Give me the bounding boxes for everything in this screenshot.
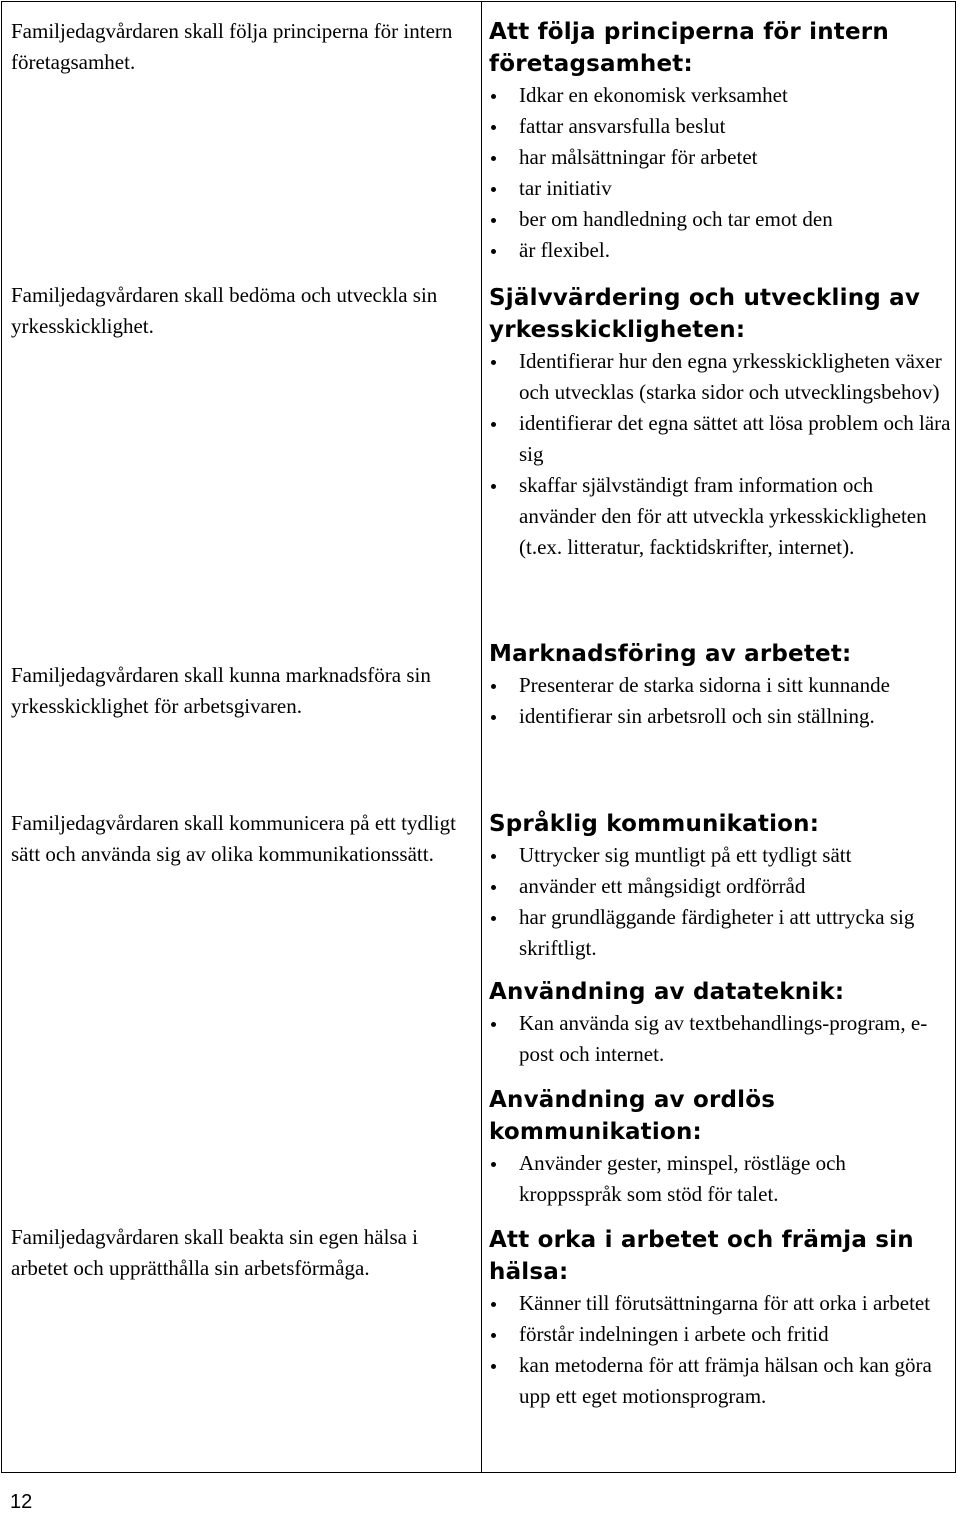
list-item: Använder gester, minspel, röstläge och kroppsspråk som stöd för talet. — [489, 1148, 951, 1210]
list-item: tar initiativ — [489, 173, 951, 204]
list-item: Identifierar hur den egna yrkesskickligheten växer och utvecklas (starka sidor och utvecklingsbehov) — [489, 346, 951, 408]
bullet-list — [489, 346, 951, 563]
section-sjalvvardering — [489, 282, 951, 563]
section-orka-i-arbetet — [489, 1224, 951, 1412]
list-item: Uttrycker sig muntligt på ett tydligt sätt — [489, 840, 951, 871]
list-item: skaffar självständigt fram information och använder den för att utveckla yrkesskickligheten (t.ex. litteratur, facktidskrifter, internet). — [489, 470, 951, 563]
list-item: förstår indelningen i arbete och fritid — [489, 1319, 951, 1350]
bullet-list — [489, 80, 951, 266]
left-text-4: Familjedagvårdaren skall kommunicera på ett tydligt sätt och använda sig av olika kommunikationssätt. — [11, 811, 456, 866]
list-item: Kan använda sig av textbehandlings-program, e-post och internet. — [489, 1008, 951, 1070]
list-item: har grundläggande färdigheter i att uttrycka sig skriftligt. — [489, 902, 951, 964]
list-item: identifierar sin arbetsroll och sin ställning. — [489, 701, 951, 732]
section-heading: Användning av ordlös kommunikation: — [489, 1087, 776, 1145]
bullet-list — [489, 1148, 951, 1210]
list-item: ber om handledning och tar emot den — [489, 204, 951, 235]
section-heading: Marknadsföring av arbetet: — [489, 641, 852, 667]
section-ordlos-kommunikation — [489, 1084, 951, 1210]
bullet-list — [489, 1008, 951, 1070]
list-item: har målsättningar för arbetet — [489, 142, 951, 173]
page-number: 12 — [10, 1491, 33, 1513]
section-datateknik — [489, 976, 951, 1070]
left-text-2: Familjedagvårdaren skall bedöma och utveckla sin yrkesskicklighet. — [11, 283, 438, 338]
list-item: kan metoderna för att främja hälsan och kan göra upp ett eget motionsprogram. — [489, 1350, 951, 1412]
bullet-list — [489, 1288, 951, 1412]
left-text-5: Familjedagvårdaren skall beakta sin egen hälsa i arbetet och upprätthålla sin arbetsförmåga. — [11, 1225, 419, 1280]
list-item: är flexibel. — [489, 235, 951, 266]
section-spraklig-kommunikation — [489, 808, 951, 964]
list-item: identifierar det egna sättet att lösa problem och lära sig — [489, 408, 951, 470]
section-heading: Att följa principerna för intern företagsamhet: — [489, 19, 889, 77]
section-intern-foretagsamhet — [489, 16, 951, 266]
section-marknadsforing — [489, 638, 951, 732]
list-item: fattar ansvarsfulla beslut — [489, 111, 951, 142]
list-item: Presenterar de starka sidorna i sitt kunnande — [489, 670, 951, 701]
section-heading: Självvärdering och utveckling av yrkesskickligheten: — [489, 285, 921, 343]
section-heading: Språklig kommunikation: — [489, 811, 820, 837]
left-text-1: Familjedagvårdaren skall följa principerna för intern företagsamhet. — [11, 19, 453, 74]
left-text-3: Familjedagvårdaren skall kunna marknadsföra sin yrkesskicklighet för arbetsgivaren. — [11, 663, 431, 718]
section-heading: Användning av datateknik: — [489, 979, 845, 1005]
bullet-list — [489, 840, 951, 964]
content-table — [1, 1, 956, 1473]
list-item: Känner till förutsättningarna för att orka i arbetet — [489, 1288, 951, 1319]
column-divider — [481, 2, 482, 1472]
bullet-list — [489, 670, 951, 732]
list-item: använder ett mångsidigt ordförråd — [489, 871, 951, 902]
section-heading: Att orka i arbetet och främja sin hälsa: — [489, 1227, 914, 1285]
list-item: Idkar en ekonomisk verksamhet — [489, 80, 951, 111]
